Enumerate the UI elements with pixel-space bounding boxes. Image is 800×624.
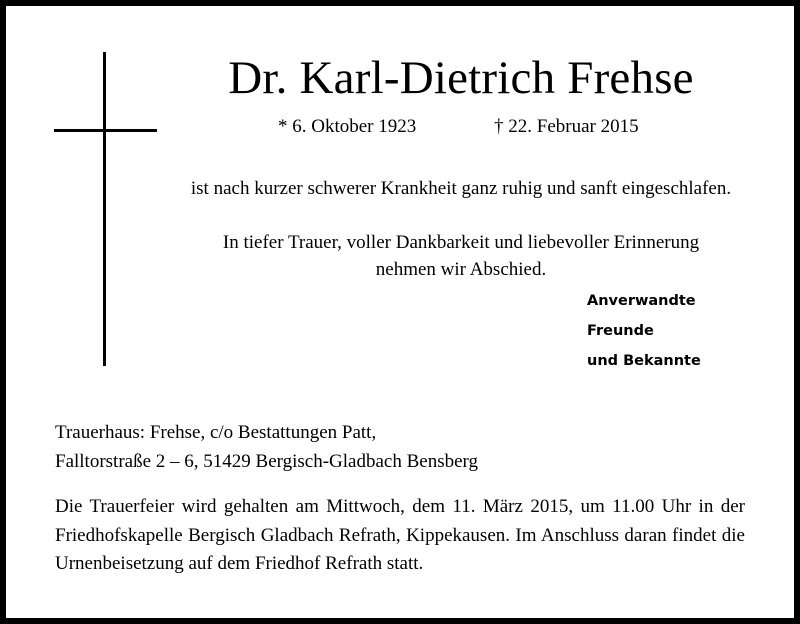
mourning-statement: In tiefer Trauer, voller Dankbarkeit und liebevoller Erinnerung [222, 232, 700, 253]
mourner-item: Freunde [587, 323, 654, 339]
cross-horizontal-bar [54, 129, 157, 132]
funeral-details: Die Trauerfeier wird gehalten am Mittwoch, dem 11. März 2015, um 11.00 Uhr in der Friedhofskapelle Bergisch Gladbach Refrath, Kippekausen. Im Anschluss daran findet die Urnenbeisetzung auf dem Friedhof Refrath statt. [55, 496, 745, 574]
deceased-name: Dr. Karl-Dietrich Frehse [228, 52, 694, 104]
passing-statement: ist nach kurzer schwerer Krankheit ganz ruhig und sanft eingeschlafen. [190, 178, 732, 199]
mourning-house-address: Trauerhaus: Frehse, c/o Bestattungen Patt, [55, 422, 377, 443]
death-date: † 22. Februar 2015 [494, 116, 639, 137]
farewell-statement: nehmen wir Abschied. [375, 259, 547, 280]
mourner-item: Anverwandte [587, 293, 696, 309]
mourner-item: und Bekannte [587, 353, 701, 369]
birth-date: * 6. Oktober 1923 [278, 116, 417, 137]
street-address: Falltorstraße 2 – 6, 51429 Bergisch-Gladbach Bensberg [55, 451, 479, 472]
mourners-list [587, 292, 701, 382]
